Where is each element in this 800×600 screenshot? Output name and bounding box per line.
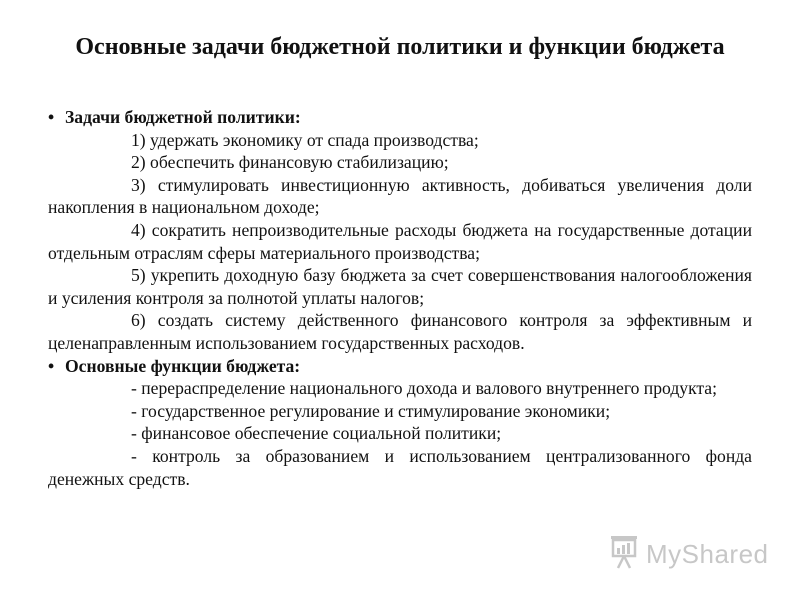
task-item: 6) создать систему действенного финансового контроля за эффективным и целенаправленным использованием государственных расходов. [48,310,752,353]
function-item: - финансовое обеспечение социальной политики; [131,423,502,444]
section-heading-tasks [48,106,752,129]
section-heading-functions [48,355,752,378]
section-heading-text: Основные функции бюджета: [65,355,301,376]
document-body [48,106,752,490]
function-item: - государственное регулирование и стимулирование экономики; [131,400,611,421]
function-item: - контроль за образованием и использованием централизованного фонда денежных средств. [48,445,752,489]
task-item: 3) стимулировать инвестиционную активность, добиваться увеличения доли накопления в национальном доходе; [48,174,752,218]
task-item: 2) обеспечить финансовую стабилизацию; [131,152,449,173]
watermark [608,536,769,572]
page-title: Основные задачи бюджетной политики и функции бюджета [75,34,725,60]
task-item: 5) укрепить доходную базу бюджета за счет совершенствования налогообложения и усиления контроля за полнотой уплаты налогов; [48,265,752,308]
function-item: - перераспределение национального дохода и валового внутреннего продукта; [131,378,717,399]
section-heading-text: Задачи бюджетной политики: [65,107,301,127]
task-item: 1) удержать экономику от спада производства; [131,129,479,150]
bullet-icon: • [48,107,55,127]
presentation-board-icon [608,534,642,575]
watermark-text: MyShared [646,538,769,569]
bullet-icon: • [48,355,55,376]
task-item: 4) сократить непроизводительные расходы бюджета на государственные дотации отдельным отраслям сферы материального производства; [48,219,752,263]
